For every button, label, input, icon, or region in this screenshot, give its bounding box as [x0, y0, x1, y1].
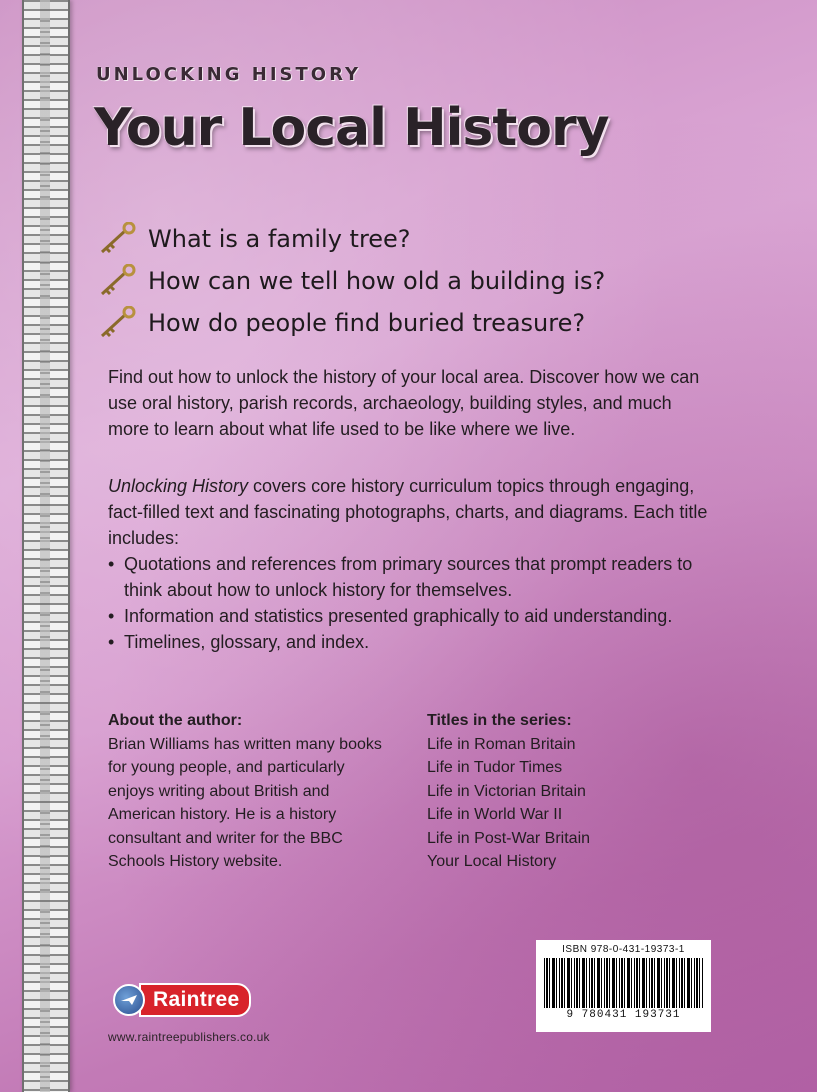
title-item: Life in Roman Britain [427, 735, 576, 753]
spiral-binding [22, 0, 70, 1092]
book-title: Your Local History [94, 98, 609, 158]
series-titles [427, 709, 687, 874]
about-author [108, 709, 388, 874]
isbn-text: ISBN 978-0-431-19373-1 [562, 944, 685, 955]
title-item: Life in Tudor Times [427, 759, 563, 776]
barcode-digits: 9 780431 193731 [544, 1008, 703, 1022]
barcode-bars [544, 958, 703, 1020]
key-icon [98, 264, 138, 298]
question-text: How can we tell how old a building is? [148, 267, 606, 295]
feature-item: • Timelines, glossary, and index. [108, 629, 718, 655]
plane-icon [113, 984, 145, 1016]
title-item: Life in Victorian Britain [427, 782, 586, 800]
key-icon [98, 306, 138, 340]
question-item [98, 218, 605, 260]
title-item: Life in World War II [427, 806, 563, 823]
question-text: How do people find buried treasure? [148, 309, 586, 337]
question-item [98, 260, 605, 302]
title-item: Life in Post-War Britain [427, 829, 591, 847]
author-heading: About the author: [108, 712, 243, 729]
titles-heading: Titles in the series: [427, 712, 572, 729]
titles-list [427, 733, 687, 874]
publisher-name: Raintree [139, 983, 251, 1017]
feature-list [108, 551, 718, 655]
question-text: What is a family tree? [148, 225, 411, 253]
isbn-barcode [536, 940, 711, 1032]
series-name: UNLOCKING HISTORY [96, 64, 361, 85]
intro-paragraph: Find out how to unlock the history of your local area. Discover how we can use oral history, parish records, archaeology, building styles, and much more to learn about what life used to be like where we live. [108, 367, 700, 439]
author-text: Brian Williams has written many books for young people, and particularly enjoys writing about British and American history. He is a history consultant and writer for the BBC Schools History website. [108, 735, 382, 870]
publisher-url: www.raintreepublishers.co.uk [108, 1030, 270, 1044]
series-name-italic: Unlocking History [108, 476, 249, 496]
feature-item: • Quotations and references from primary sources that prompt readers to think about how to unlock history for themselves. [108, 551, 718, 603]
title-item: Your Local History [427, 853, 557, 870]
series-description-text [108, 473, 718, 551]
feature-item: • Information and statistics presented graphically to aid understanding. [108, 603, 718, 629]
question-list [98, 218, 605, 344]
series-description-rest: covers core history curriculum topics through engaging, fact-filled text and fascinating photographs, charts, and diagrams. Each title includes: [108, 476, 708, 548]
key-icon [98, 222, 138, 256]
publisher-logo [113, 983, 255, 1017]
question-item [98, 302, 605, 344]
series-description [108, 473, 718, 655]
